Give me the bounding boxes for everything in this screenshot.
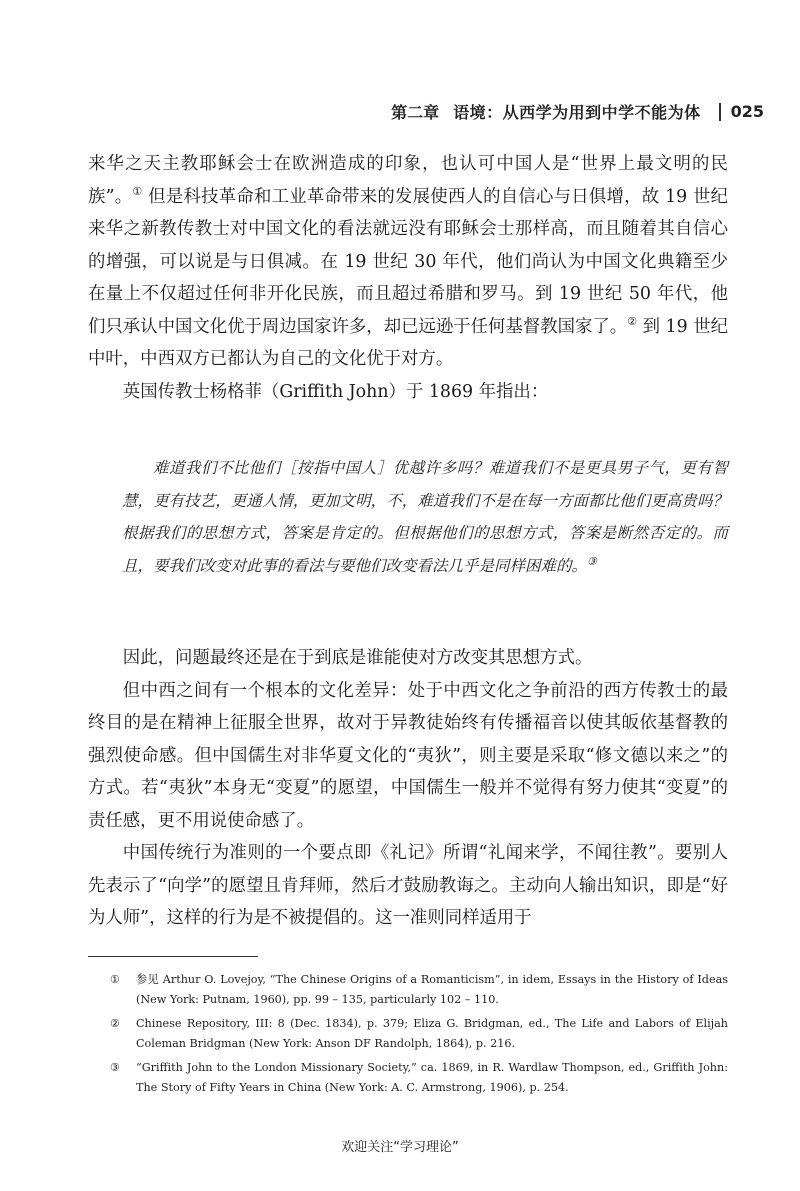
footnote-mark: ①	[110, 973, 121, 986]
running-header	[391, 100, 764, 123]
footnote-3	[110, 1058, 728, 1098]
paragraph-4: 但中西之间有一个根本的文化差异：处于中西文化之争前沿的西方传教士的最终目的是在精神上征服全世界，故对于异教徒始终有传播福音以使其皈依基督教的强烈使命感。但中国儒生对非华夏文化的“夷狄”，则主要是采取“修文德以来之”的方式。若“夷狄”本身无“变夏”的愿望，中国儒生一般并不觉得有努力使其“变夏”的责任感，更不用说使命感了。	[88, 680, 728, 831]
page-footer: 欢迎关注“学习理论”	[341, 1140, 459, 1155]
paragraph-1-text-b: 但是科技革命和工业革命带来的发展使西人的自信心与日俱增，故 19 世纪来华之新教传教士对中国文化的看法就远没有耶稣会士那样高，而且随着其自信心的增强，可以说是与日俱减。在 19 世纪 30 年代，他们尚认为中国文化典籍至少在量上不仅超过任何非开化民族，而且超过希腊和罗马。到 19 世纪 50 年代，他们只承认中国文化优于周边国家许多，却已远逊于任何基督教国家了。	[88, 186, 728, 337]
paragraph-2: 英国传教士杨格菲（Griffith John）于 1869 年指出：	[122, 381, 549, 402]
footnote-ref-2[interactable]: ②	[627, 314, 638, 328]
footnote-ref-1[interactable]: ①	[132, 184, 143, 198]
chapter-title: 语境：从西学为用到中学不能为体	[453, 103, 701, 122]
page-number: 025	[730, 102, 764, 121]
footnote-text: 参见 Arthur O. Lovejoy, “The Chinese Origins of a Romanticism”, in idem, Essays in the History of Ideas (New York: Putnam, 1960), pp. 99 – 135, particularly 102 – 110.	[136, 973, 728, 1006]
body-text-top	[88, 148, 728, 408]
paragraph-1-text-c: 到 19 世纪中叶，中西双方已都认为自己的文化优于对方。	[88, 316, 728, 369]
footnote-mark: ③	[110, 1061, 121, 1074]
footnote-ref-3[interactable]: ③	[587, 554, 597, 568]
paragraph-3: 因此，问题最终还是在于到底是谁能使对方改变其思想方式。	[122, 648, 593, 668]
paragraph-1	[88, 148, 728, 376]
footnote-rule	[88, 956, 258, 957]
paragraph-1-text: 来华之天主教耶稣会士在欧洲造成的印象，也认可中国人是“世界上最文明的民族”。	[88, 154, 728, 207]
footnote-1	[110, 970, 728, 1010]
block-quote	[122, 452, 728, 582]
footnote-text: “Griffith John to the London Missionary Society,” ca. 1869, in R. Wardlaw Thompson, ed., Griffith John: The Story of Fifty Years in China (New York: A. C. Armstrong, 1906), p. 254.	[136, 1061, 728, 1094]
header-divider	[719, 103, 721, 121]
footnote-text: Chinese Repository, III: 8 (Dec. 1834), p. 379; Eliza G. Bridgman, ed., The Life and Labors of Elijah Coleman Bridgman (New York: Anson DF Randolph, 1864), p. 216.	[136, 1017, 728, 1050]
chapter-label: 第二章	[391, 103, 440, 122]
footnote-2	[110, 1014, 728, 1054]
block-quote-text: 难道我们不比他们［按指中国人］优越许多吗？难道我们不是更具男子气，更有智慧，更有技艺，更通人情，更加文明，不，难道我们不是在每一方面都比他们更高贵吗？根据我们的思想方式，答案是肯定的。但根据他们的思想方式，答案是断然否定的。而且，要我们改变对此事的看法与要他们改变看法几乎是同样困难的。	[122, 459, 728, 575]
footnote-mark: ②	[110, 1017, 121, 1030]
paragraph-5: 中国传统行为准则的一个要点即《礼记》所谓“礼闻来学，不闻往教”。要别人先表示了“向学”的愿望且肯拜师，然后才鼓励教诲之。主动向人输出知识，即是“好为人师”，这样的行为是不被提倡的。这一准则同样适用于	[88, 843, 728, 928]
footnotes	[110, 970, 728, 1102]
body-text-bottom	[88, 642, 728, 935]
